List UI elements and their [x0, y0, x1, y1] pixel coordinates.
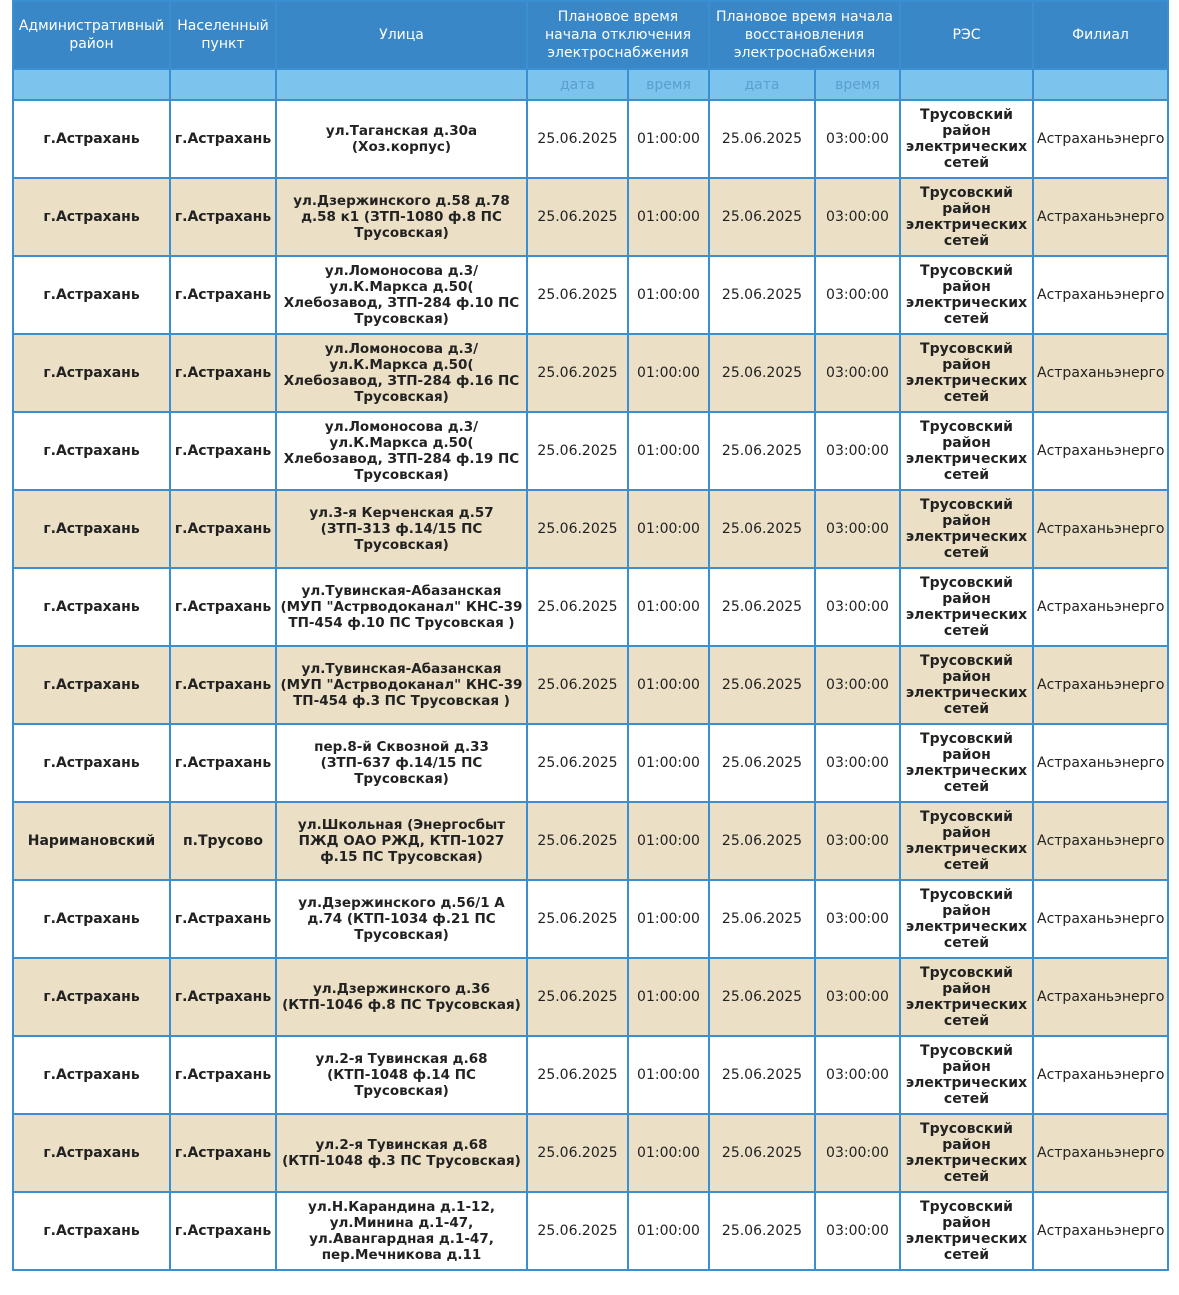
cell-street: ул.Тувинская-Абазанская (МУП "Астрводоканал" КНС-39 ТП-454 ф.3 ПС Трусовская ) [276, 646, 527, 724]
cell-off-time: 01:00:00 [628, 334, 709, 412]
cell-restore-time: 03:00:00 [815, 724, 900, 802]
cell-restore-time: 03:00:00 [815, 568, 900, 646]
cell-res: Трусовский район электрических сетей [900, 724, 1033, 802]
cell-restore-time: 03:00:00 [815, 1036, 900, 1114]
cell-restore-date: 25.06.2025 [709, 334, 815, 412]
table-row [13, 490, 1168, 568]
outage-schedule-table [12, 0, 1169, 1271]
table-row [13, 1114, 1168, 1192]
cell-res: Трусовский район электрических сетей [900, 802, 1033, 880]
table-row [13, 646, 1168, 724]
header-res[interactable]: РЭС [900, 1, 1033, 69]
cell-restore-time: 03:00:00 [815, 100, 900, 178]
cell-district: г.Астрахань [13, 100, 170, 178]
table-row [13, 256, 1168, 334]
cell-street: ул.Дзержинского д.58 д.78 д.58 к1 (ЗТП-1080 ф.8 ПС Трусовская) [276, 178, 527, 256]
cell-res: Трусовский район электрических сетей [900, 958, 1033, 1036]
cell-off-time: 01:00:00 [628, 1192, 709, 1270]
cell-restore-time: 03:00:00 [815, 490, 900, 568]
cell-district: г.Астрахань [13, 958, 170, 1036]
cell-off-time: 01:00:00 [628, 958, 709, 1036]
cell-off-time: 01:00:00 [628, 256, 709, 334]
cell-settlement: г.Астрахань [170, 178, 276, 256]
cell-street: ул.2-я Тувинская д.68 (КТП-1048 ф.3 ПС Трусовская) [276, 1114, 527, 1192]
cell-off-time: 01:00:00 [628, 568, 709, 646]
cell-restore-date: 25.06.2025 [709, 1192, 815, 1270]
header-restore-start[interactable]: Плановое время начала восстановления электроснабжения [709, 1, 900, 69]
cell-res: Трусовский район электрических сетей [900, 1192, 1033, 1270]
table-body [13, 100, 1168, 1270]
cell-res: Трусовский район электрических сетей [900, 568, 1033, 646]
cell-street: ул.Ломоносова д.3/ ул.К.Маркса д.50( Хлебозавод, ЗТП-284 ф.16 ПС Трусовская) [276, 334, 527, 412]
cell-off-date: 25.06.2025 [527, 1192, 628, 1270]
subheader-empty [170, 69, 276, 100]
cell-settlement: г.Астрахань [170, 490, 276, 568]
cell-branch: Астраханьэнерго [1033, 178, 1168, 256]
cell-off-date: 25.06.2025 [527, 490, 628, 568]
cell-res: Трусовский район электрических сетей [900, 178, 1033, 256]
cell-settlement: п.Трусово [170, 802, 276, 880]
cell-restore-time: 03:00:00 [815, 412, 900, 490]
cell-district: Наримановский [13, 802, 170, 880]
cell-street: ул.Тувинская-Абазанская (МУП "Астрводоканал" КНС-39 ТП-454 ф.10 ПС Трусовская ) [276, 568, 527, 646]
cell-restore-date: 25.06.2025 [709, 1036, 815, 1114]
cell-district: г.Астрахань [13, 178, 170, 256]
cell-street: ул.Ломоносова д.3/ ул.К.Маркса д.50( Хлебозавод, ЗТП-284 ф.10 ПС Трусовская) [276, 256, 527, 334]
header-street[interactable]: Улица [276, 1, 527, 69]
cell-branch: Астраханьэнерго [1033, 880, 1168, 958]
outage-table-container [12, 0, 1167, 1271]
cell-street: ул.Н.Карандина д.1-12, ул.Минина д.1-47, ул.Авангардная д.1-47, пер.Мечникова д.11 [276, 1192, 527, 1270]
cell-off-date: 25.06.2025 [527, 958, 628, 1036]
cell-restore-date: 25.06.2025 [709, 100, 815, 178]
cell-district: г.Астрахань [13, 568, 170, 646]
table-row [13, 958, 1168, 1036]
cell-restore-date: 25.06.2025 [709, 178, 815, 256]
cell-street: ул.Дзержинского д.56/1 А д.74 (КТП-1034 ф.21 ПС Трусовская) [276, 880, 527, 958]
cell-branch: Астраханьэнерго [1033, 724, 1168, 802]
cell-restore-time: 03:00:00 [815, 646, 900, 724]
subheader-empty [900, 69, 1033, 100]
table-row [13, 178, 1168, 256]
subheader-restore-date: дата [709, 69, 815, 100]
header-off-start[interactable]: Плановое время начала отключения электроснабжения [527, 1, 709, 69]
table-row [13, 334, 1168, 412]
cell-settlement: г.Астрахань [170, 646, 276, 724]
cell-off-date: 25.06.2025 [527, 178, 628, 256]
cell-res: Трусовский район электрических сетей [900, 412, 1033, 490]
cell-district: г.Астрахань [13, 1114, 170, 1192]
cell-district: г.Астрахань [13, 724, 170, 802]
subheader-restore-time: время [815, 69, 900, 100]
subheader-off-time: время [628, 69, 709, 100]
cell-branch: Астраханьэнерго [1033, 334, 1168, 412]
cell-off-time: 01:00:00 [628, 646, 709, 724]
cell-restore-time: 03:00:00 [815, 1192, 900, 1270]
cell-restore-date: 25.06.2025 [709, 412, 815, 490]
cell-off-time: 01:00:00 [628, 880, 709, 958]
cell-settlement: г.Астрахань [170, 568, 276, 646]
cell-off-time: 01:00:00 [628, 412, 709, 490]
cell-branch: Астраханьэнерго [1033, 1114, 1168, 1192]
cell-restore-date: 25.06.2025 [709, 568, 815, 646]
cell-branch: Астраханьэнерго [1033, 1036, 1168, 1114]
cell-restore-time: 03:00:00 [815, 256, 900, 334]
table-row [13, 1036, 1168, 1114]
cell-district: г.Астрахань [13, 412, 170, 490]
cell-off-date: 25.06.2025 [527, 1114, 628, 1192]
cell-off-time: 01:00:00 [628, 490, 709, 568]
cell-branch: Астраханьэнерго [1033, 1192, 1168, 1270]
header-branch[interactable]: Филиал [1033, 1, 1168, 69]
cell-settlement: г.Астрахань [170, 412, 276, 490]
cell-off-date: 25.06.2025 [527, 256, 628, 334]
cell-off-time: 01:00:00 [628, 1114, 709, 1192]
cell-street: ул.Школьная (Энергосбыт ПЖД ОАО РЖД, КТП-1027 ф.15 ПС Трусовская) [276, 802, 527, 880]
cell-res: Трусовский район электрических сетей [900, 1114, 1033, 1192]
table-row [13, 568, 1168, 646]
cell-street: ул.2-я Тувинская д.68 (КТП-1048 ф.14 ПС Трусовская) [276, 1036, 527, 1114]
cell-settlement: г.Астрахань [170, 1114, 276, 1192]
cell-restore-date: 25.06.2025 [709, 958, 815, 1036]
cell-restore-time: 03:00:00 [815, 802, 900, 880]
cell-res: Трусовский район электрических сетей [900, 1036, 1033, 1114]
cell-branch: Астраханьэнерго [1033, 958, 1168, 1036]
cell-restore-date: 25.06.2025 [709, 880, 815, 958]
cell-restore-date: 25.06.2025 [709, 724, 815, 802]
cell-off-time: 01:00:00 [628, 724, 709, 802]
cell-district: г.Астрахань [13, 490, 170, 568]
cell-street: ул.3-я Керченская д.57 (ЗТП-313 ф.14/15 ПС Трусовская) [276, 490, 527, 568]
cell-off-date: 25.06.2025 [527, 100, 628, 178]
cell-branch: Астраханьэнерго [1033, 256, 1168, 334]
cell-settlement: г.Астрахань [170, 334, 276, 412]
table-row [13, 802, 1168, 880]
cell-settlement: г.Астрахань [170, 1036, 276, 1114]
cell-restore-time: 03:00:00 [815, 880, 900, 958]
cell-branch: Астраханьэнерго [1033, 802, 1168, 880]
cell-settlement: г.Астрахань [170, 880, 276, 958]
cell-restore-date: 25.06.2025 [709, 490, 815, 568]
cell-branch: Астраханьэнерго [1033, 646, 1168, 724]
cell-restore-time: 03:00:00 [815, 1114, 900, 1192]
cell-off-date: 25.06.2025 [527, 646, 628, 724]
header-row [13, 1, 1168, 69]
header-district[interactable]: Административный район [13, 1, 170, 69]
cell-restore-time: 03:00:00 [815, 334, 900, 412]
cell-settlement: г.Астрахань [170, 256, 276, 334]
cell-branch: Астраханьэнерго [1033, 568, 1168, 646]
cell-restore-time: 03:00:00 [815, 178, 900, 256]
cell-off-date: 25.06.2025 [527, 334, 628, 412]
subheader-empty [1033, 69, 1168, 100]
cell-res: Трусовский район электрических сетей [900, 334, 1033, 412]
cell-district: г.Астрахань [13, 334, 170, 412]
cell-off-date: 25.06.2025 [527, 880, 628, 958]
table-row [13, 724, 1168, 802]
cell-settlement: г.Астрахань [170, 100, 276, 178]
cell-district: г.Астрахань [13, 646, 170, 724]
subheader-off-date: дата [527, 69, 628, 100]
subheader-row [13, 69, 1168, 100]
cell-restore-time: 03:00:00 [815, 958, 900, 1036]
cell-street: ул.Дзержинского д.36 (КТП-1046 ф.8 ПС Трусовская) [276, 958, 527, 1036]
cell-settlement: г.Астрахань [170, 724, 276, 802]
cell-branch: Астраханьэнерго [1033, 490, 1168, 568]
cell-off-time: 01:00:00 [628, 178, 709, 256]
cell-off-date: 25.06.2025 [527, 802, 628, 880]
cell-off-date: 25.06.2025 [527, 1036, 628, 1114]
table-row [13, 412, 1168, 490]
table-row [13, 100, 1168, 178]
cell-res: Трусовский район электрических сетей [900, 256, 1033, 334]
header-settlement[interactable]: Населенный пункт [170, 1, 276, 69]
subheader-empty [276, 69, 527, 100]
cell-district: г.Астрахань [13, 256, 170, 334]
cell-res: Трусовский район электрических сетей [900, 490, 1033, 568]
cell-res: Трусовский район электрических сетей [900, 646, 1033, 724]
cell-settlement: г.Астрахань [170, 958, 276, 1036]
cell-restore-date: 25.06.2025 [709, 256, 815, 334]
cell-restore-date: 25.06.2025 [709, 1114, 815, 1192]
cell-street: пер.8-й Сквозной д.33 (ЗТП-637 ф.14/15 ПС Трусовская) [276, 724, 527, 802]
cell-off-date: 25.06.2025 [527, 412, 628, 490]
cell-branch: Астраханьэнерго [1033, 100, 1168, 178]
cell-restore-date: 25.06.2025 [709, 646, 815, 724]
subheader-empty [13, 69, 170, 100]
table-row [13, 880, 1168, 958]
table-row [13, 1192, 1168, 1270]
cell-district: г.Астрахань [13, 1192, 170, 1270]
cell-off-time: 01:00:00 [628, 100, 709, 178]
cell-district: г.Астрахань [13, 880, 170, 958]
cell-res: Трусовский район электрических сетей [900, 100, 1033, 178]
cell-off-time: 01:00:00 [628, 1036, 709, 1114]
cell-settlement: г.Астрахань [170, 1192, 276, 1270]
cell-street: ул.Ломоносова д.3/ ул.К.Маркса д.50( Хлебозавод, ЗТП-284 ф.19 ПС Трусовская) [276, 412, 527, 490]
cell-off-date: 25.06.2025 [527, 724, 628, 802]
cell-street: ул.Таганская д.30а (Хоз.корпус) [276, 100, 527, 178]
cell-off-time: 01:00:00 [628, 802, 709, 880]
cell-res: Трусовский район электрических сетей [900, 880, 1033, 958]
cell-off-date: 25.06.2025 [527, 568, 628, 646]
cell-branch: Астраханьэнерго [1033, 412, 1168, 490]
cell-district: г.Астрахань [13, 1036, 170, 1114]
cell-restore-date: 25.06.2025 [709, 802, 815, 880]
